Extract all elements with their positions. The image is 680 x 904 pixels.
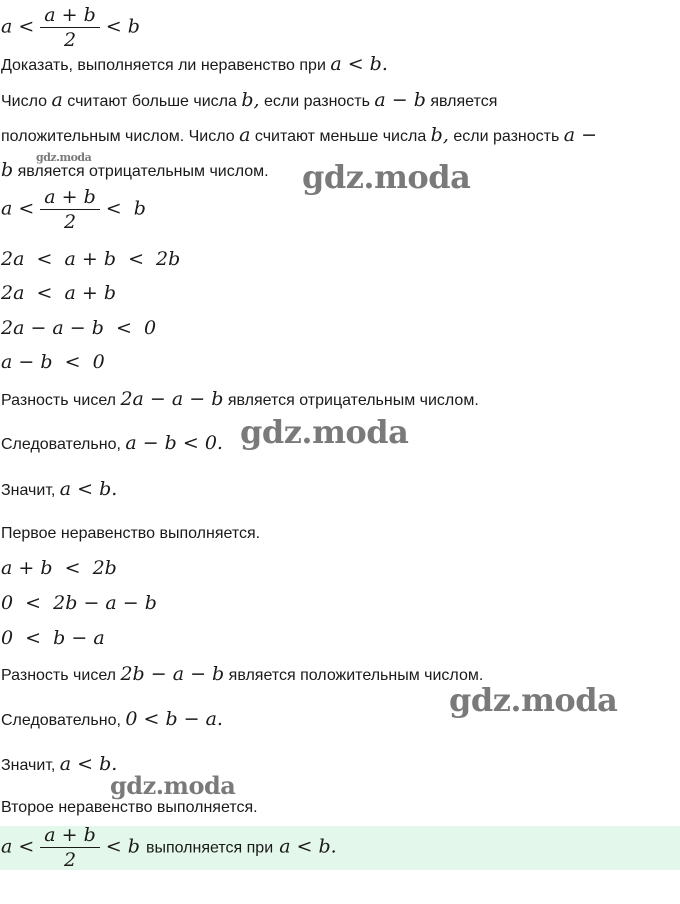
step-line: a − b < 0: [1, 351, 105, 373]
definition-line-3: b является отрицательным числом.: [1, 159, 269, 181]
means-2: Значит, a < b.: [1, 753, 118, 775]
fraction: $\frac{a + b}{2}$: [40, 186, 100, 233]
question-text: Доказать, выполняется ли неравенство при a < b.: [1, 53, 388, 75]
step-line: a + b < 2b: [1, 557, 117, 579]
step-line: 0 < b − a: [1, 627, 105, 649]
first-holds: Первое неравенство выполняется.: [1, 525, 261, 542]
watermark-logo: gdz.moda: [302, 158, 471, 196]
difference-negative: Разность чисел 2a − a − b является отрицательным числом.: [1, 388, 479, 410]
step-line: 2a < a + b < 2b: [1, 248, 181, 270]
answer-line: a < $\frac{a + b}{2}$ < b выполняется при a < b.: [1, 824, 337, 868]
step-line: 2a < a + b: [1, 282, 116, 304]
step-line: 0 < 2b − a − b: [1, 592, 157, 614]
definition-line-1: Число a считают больше числа b, если разность a − b является: [1, 89, 498, 111]
watermark-logo: gdz.moda: [240, 413, 409, 451]
hence-2: Следовательно, 0 < b − a.: [1, 708, 223, 730]
fraction: $\frac{a + b}{2}$: [40, 4, 100, 51]
title-inequality: a < $\frac{a + b}{2}$ < b: [1, 4, 140, 51]
watermark-logo: gdz.moda: [449, 681, 618, 719]
difference-positive: Разность чисел 2b − a − b является положительным числом.: [1, 663, 484, 685]
fraction: $\frac{a + b}{2}$: [40, 824, 100, 868]
watermark-logo: gdz.moda: [36, 151, 92, 164]
step-line: 2a − a − b < 0: [1, 317, 157, 339]
watermark-logo: gdz.moda: [110, 771, 236, 800]
means-1: Значит, a < b.: [1, 478, 118, 500]
definition-line-2: положительным числом. Число a считают меньше числа b, если разность a −: [1, 124, 598, 146]
hence-1: Следовательно, a − b < 0.: [1, 432, 223, 454]
second-holds: Второе неравенство выполняется.: [1, 799, 258, 816]
inequality-restated: a < $\frac{a + b}{2}$ < b: [1, 186, 146, 233]
